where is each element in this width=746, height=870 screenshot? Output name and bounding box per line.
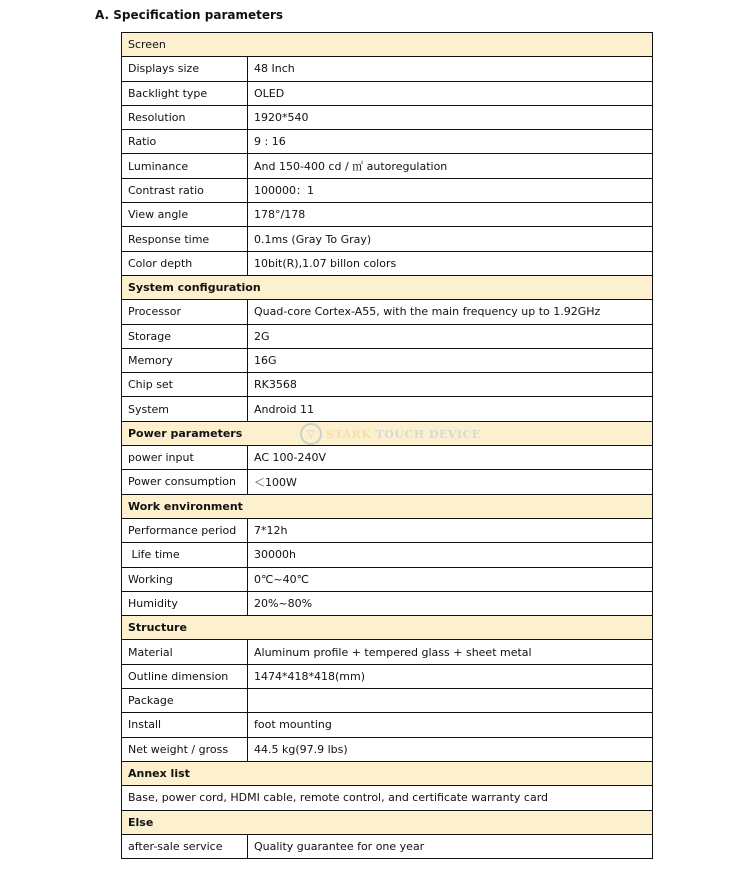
row-label: Outline dimension xyxy=(122,664,248,688)
section-title: Structure xyxy=(122,616,653,640)
row-value: OLED xyxy=(248,81,653,105)
row-value: foot mounting xyxy=(248,713,653,737)
section-title: Power parameters xyxy=(122,421,653,445)
row-value: 7*12h xyxy=(248,518,653,542)
row-label: System xyxy=(122,397,248,421)
table-row xyxy=(122,591,653,615)
specification-table xyxy=(121,32,653,859)
table-row xyxy=(122,664,653,688)
row-value: 9 : 16 xyxy=(248,130,653,154)
section-header-screen xyxy=(122,33,653,57)
row-label: Processor xyxy=(122,300,248,324)
row-value: And 150-400 cd / ㎡ autoregulation xyxy=(248,154,653,178)
section-title: Screen xyxy=(122,33,653,57)
row-label: Displays size xyxy=(122,57,248,81)
row-value: 0.1ms (Gray To Gray) xyxy=(248,227,653,251)
row-value: AC 100-240V xyxy=(248,446,653,470)
section-header-power-parameters xyxy=(122,421,653,445)
row-label: Backlight type xyxy=(122,81,248,105)
row-label: Performance period xyxy=(122,518,248,542)
section-header-system-configuration xyxy=(122,275,653,299)
section-title: System configuration xyxy=(122,275,653,299)
table-row xyxy=(122,834,653,858)
section-title: Work environment xyxy=(122,494,653,518)
row-value: 100000：1 xyxy=(248,178,653,202)
section-header-work-environment xyxy=(122,494,653,518)
row-value: 1474*418*418(mm) xyxy=(248,664,653,688)
table-row xyxy=(122,154,653,178)
watermark-brand-part1: STARK xyxy=(326,427,372,441)
table-row xyxy=(122,227,653,251)
watermark-brand-part2: TOUCH DEVICE xyxy=(375,427,481,441)
table-row xyxy=(122,640,653,664)
row-label: Working xyxy=(122,567,248,591)
row-value: 178°/178 xyxy=(248,203,653,227)
table-row xyxy=(122,737,653,761)
row-value: 1920*540 xyxy=(248,105,653,129)
row-label: Net weight / gross xyxy=(122,737,248,761)
table-row xyxy=(122,348,653,372)
section-header-structure xyxy=(122,616,653,640)
row-value: 20%~80% xyxy=(248,591,653,615)
row-value: 2G xyxy=(248,324,653,348)
table-row xyxy=(122,105,653,129)
row-value xyxy=(248,689,653,713)
table-row xyxy=(122,786,653,810)
table-row xyxy=(122,81,653,105)
table-row xyxy=(122,518,653,542)
row-label: after-sale service xyxy=(122,834,248,858)
document-title: A. Specification parameters xyxy=(95,8,284,22)
row-label: Humidity xyxy=(122,591,248,615)
row-label: Response time xyxy=(122,227,248,251)
row-label: Luminance xyxy=(122,154,248,178)
row-label: Resolution xyxy=(122,105,248,129)
row-value: Android 11 xyxy=(248,397,653,421)
row-label: Memory xyxy=(122,348,248,372)
table-row xyxy=(122,300,653,324)
section-title: Annex list xyxy=(122,761,653,785)
row-value: ＜100W xyxy=(248,470,653,494)
triangle-emblem-icon: ▽ xyxy=(300,423,322,445)
row-value: 30000h xyxy=(248,543,653,567)
row-value: Quality guarantee for one year xyxy=(248,834,653,858)
section-header-annex-list xyxy=(122,761,653,785)
table-row xyxy=(122,446,653,470)
row-value: 44.5 kg(97.9 lbs) xyxy=(248,737,653,761)
table-row xyxy=(122,324,653,348)
row-label: power input xyxy=(122,446,248,470)
row-label: Color depth xyxy=(122,251,248,275)
row-label: View angle xyxy=(122,203,248,227)
row-value: Quad-core Cortex-A55, with the main frequency up to 1.92GHz xyxy=(248,300,653,324)
row-label: Ratio xyxy=(122,130,248,154)
row-label: Contrast ratio xyxy=(122,178,248,202)
table-row xyxy=(122,130,653,154)
row-value: RK3568 xyxy=(248,373,653,397)
table-row xyxy=(122,397,653,421)
row-label: Install xyxy=(122,713,248,737)
table-row xyxy=(122,543,653,567)
table-row xyxy=(122,373,653,397)
table-row xyxy=(122,689,653,713)
row-value: 10bit(R),1.07 billon colors xyxy=(248,251,653,275)
table-row xyxy=(122,567,653,591)
row-value: 48 Inch xyxy=(248,57,653,81)
section-header-else xyxy=(122,810,653,834)
table-row xyxy=(122,251,653,275)
row-label: Storage xyxy=(122,324,248,348)
row-value: Aluminum profile + tempered glass + sheet metal xyxy=(248,640,653,664)
row-label: Life time xyxy=(122,543,248,567)
row-value: 0℃~40℃ xyxy=(248,567,653,591)
table-row xyxy=(122,178,653,202)
table-row xyxy=(122,203,653,227)
annex-list-text: Base, power cord, HDMI cable, remote control, and certificate warranty card xyxy=(122,786,653,810)
row-value: 16G xyxy=(248,348,653,372)
table-row xyxy=(122,57,653,81)
row-label: Package xyxy=(122,689,248,713)
section-title: Else xyxy=(122,810,653,834)
row-label: Chip set xyxy=(122,373,248,397)
row-label: Power consumption xyxy=(122,470,248,494)
table-row xyxy=(122,713,653,737)
table-row xyxy=(122,470,653,494)
row-label: Material xyxy=(122,640,248,664)
